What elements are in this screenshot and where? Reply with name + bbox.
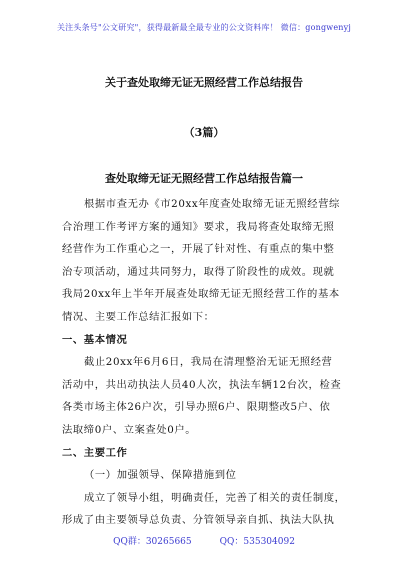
paragraph-line: 各类市场主体26户次，引导办照6户、限期整改5户、依 (62, 401, 331, 414)
paragraph-line: 我局20xx年上半年开展查处取缔无证无照经营工作的基本 (62, 288, 340, 301)
document-title: 关于查处取缔无证无照经营工作总结报告 (105, 76, 303, 89)
paragraph-line: 法取缔0户、立案查处0户。 (62, 423, 197, 436)
section-heading-main-work: 二、主要工作 (62, 446, 128, 459)
section-title: 查处取缔无证无照经营工作总结报告篇一 (105, 172, 303, 185)
qq-group-link[interactable]: QQ群：30265665 (113, 537, 192, 547)
qq-contact-link[interactable]: QQ：535304092 (219, 537, 295, 547)
paragraph-line: 治专项活动，通过共同努力，取得了阶段性的成效。现就 (62, 265, 335, 278)
paragraph-line: 成立了领导小组，明确责任，完善了相关的责任制度， (84, 491, 346, 504)
document-count: （3篇） (183, 126, 225, 139)
paragraph-line: 活动中，共出动执法人员40人次，执法车辆12台次，检查 (62, 378, 342, 391)
paragraph-line: 形成了由主要领导总负责、分管领导亲自抓、执法大队执 (62, 514, 335, 527)
header-promo-note: 关注头条号"公文研究"，获得最新最全最专业的公文资料库！ 微信：gongwenyj (56, 23, 352, 32)
paragraph-line: 截止20xx年6月6日，我局在清理整治无证无照经营 (84, 356, 333, 369)
document-body (62, 193, 348, 532)
footer-contact (0, 534, 408, 547)
paragraph-line: 合治理工作考评方案的通知》要求，我局将查处取缔无照 (62, 220, 335, 233)
paragraph-line: 根据市查无办《市20xx年度查处取缔无证无照经营综 (84, 198, 340, 210)
paragraph-line: 经营作为工作重心之一，开展了针对性、有重点的集中整 (62, 243, 335, 256)
paragraph-line: 情况、主要工作总结汇报如下： (62, 310, 215, 323)
subheading: （一）加强领导、保障措施到位 (84, 469, 237, 482)
section-heading-basic-info: 一、基本情况 (62, 333, 128, 346)
